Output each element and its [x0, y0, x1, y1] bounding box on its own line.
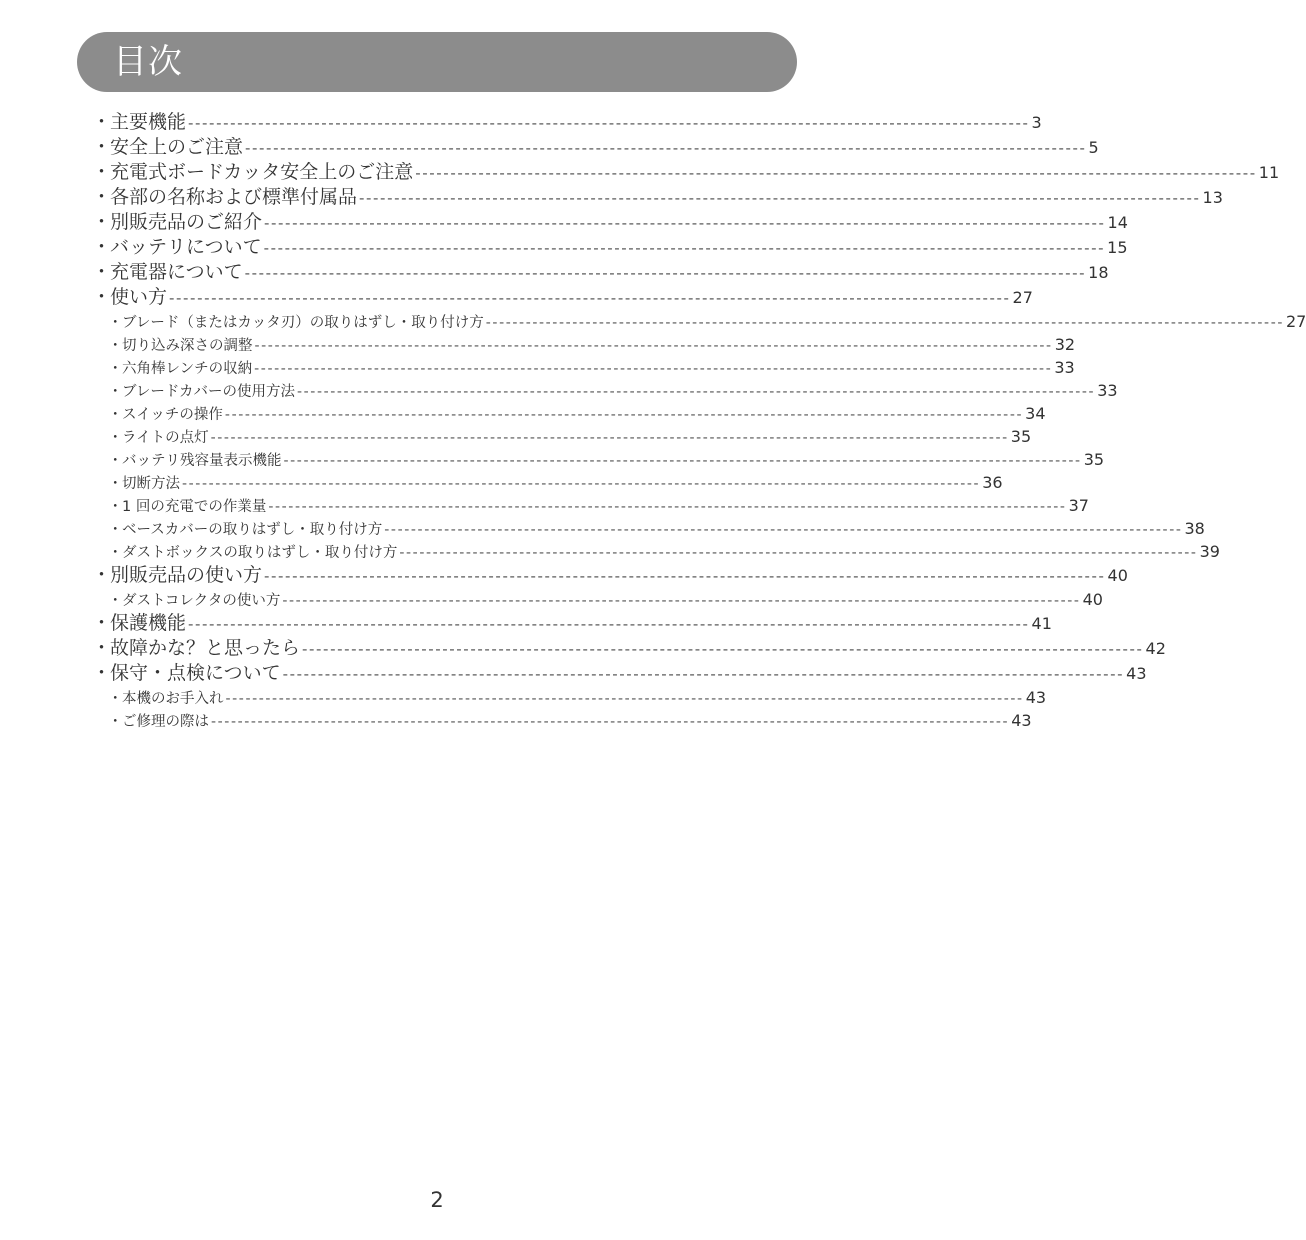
toc-entry-page: 13: [1202, 188, 1223, 207]
toc-entry-label: 1 回の充電での作業量: [122, 499, 267, 515]
bullet-icon: ・: [108, 430, 123, 446]
toc-entry-label: 切り込み深さの調整: [122, 338, 253, 354]
toc-entry-label: 充電器について: [110, 261, 243, 283]
bullet-icon: ・: [92, 236, 112, 258]
bullet-icon: ・: [108, 691, 123, 707]
toc-subentry[interactable]: [92, 448, 1105, 471]
bullet-icon: ・: [92, 161, 112, 183]
toc-entry-page: 36: [982, 473, 1003, 492]
dotted-leader: ------------------------------------------------------------------------------------------------------------------------: [245, 139, 1087, 157]
toc-entry-page: 11: [1258, 163, 1280, 182]
toc-entry-label: 保護機能: [110, 612, 187, 634]
page-title: 目次: [113, 42, 183, 82]
toc-entry-label: 六角棒レンチの収納: [122, 361, 253, 377]
toc-entry-page: 27: [1012, 288, 1033, 307]
toc-subentry[interactable]: [92, 379, 1118, 402]
bullet-icon: ・: [108, 545, 123, 561]
bullet-icon: ・: [92, 564, 112, 586]
bullet-icon: ・: [108, 361, 123, 377]
toc-entry-label: 充電式ボードカッタ安全上のご注意: [110, 161, 414, 183]
toc-entry[interactable]: [92, 110, 1042, 135]
bullet-icon: ・: [108, 338, 123, 354]
bullet-icon: ・: [92, 261, 112, 283]
toc-entry-label: ブレードカバーの使用方法: [122, 384, 295, 400]
toc-entry-label: 切断方法: [122, 476, 180, 492]
bullet-icon: ・: [92, 186, 112, 208]
toc-entry-label: ライトの点灯: [122, 430, 209, 446]
dotted-leader: ------------------------------------------------------------------------------------------------------------------------: [182, 476, 981, 492]
toc-entry-label: 本機のお手入れ: [122, 691, 224, 707]
toc-entry-label: 主要機能: [110, 111, 187, 133]
toc-entry-page: 15: [1107, 238, 1128, 257]
toc-entry[interactable]: [92, 611, 1052, 636]
toc-entry-page: 3: [1031, 113, 1042, 132]
toc-entry-page: 35: [1010, 427, 1032, 446]
dotted-leader: ------------------------------------------------------------------------------------------------------------------------: [359, 189, 1201, 207]
dotted-leader: ------------------------------------------------------------------------------------------------------------------------: [485, 315, 1284, 331]
toc-entry-label: ダストボックスの取りはずし・取り付け方: [122, 545, 398, 561]
toc-subentry[interactable]: [92, 517, 1205, 540]
dotted-leader: ------------------------------------------------------------------------------------------------------------------------: [264, 567, 1106, 585]
page-number: 2: [430, 1188, 444, 1212]
header-bar: [77, 32, 797, 92]
toc-entry-page: 35: [1083, 450, 1105, 469]
toc-entry-label: 別販売品の使い方: [110, 564, 263, 586]
dotted-leader: ------------------------------------------------------------------------------------------------------------------------: [283, 453, 1082, 469]
toc-entry-label: バッテリについて: [110, 236, 262, 258]
toc-entry-label: ベースカバーの取りはずし・取り付け方: [122, 522, 383, 538]
bullet-icon: ・: [108, 714, 123, 730]
toc-entry-label: バッテリ残容量表示機能: [122, 453, 282, 469]
dotted-leader: ------------------------------------------------------------------------------------------------------------------------: [225, 691, 1024, 707]
toc-entry-page: 40: [1107, 566, 1128, 585]
dotted-leader: ------------------------------------------------------------------------------------------------------------------------: [282, 665, 1125, 683]
bullet-icon: ・: [108, 476, 123, 492]
toc-entry-label: 使い方: [110, 286, 168, 308]
toc-entry[interactable]: [92, 185, 1223, 210]
dotted-leader: ------------------------------------------------------------------------------------------------------------------------: [188, 615, 1030, 633]
table-of-contents: [92, 110, 1306, 732]
toc-subentry[interactable]: [92, 402, 1046, 425]
dotted-leader: ------------------------------------------------------------------------------------------------------------------------: [264, 214, 1106, 232]
toc-entry-label: 保守・点検について: [110, 662, 281, 684]
bullet-icon: ・: [108, 315, 123, 331]
bullet-icon: ・: [108, 407, 123, 423]
toc-entry-label: ダストコレクタの使い方: [122, 593, 281, 609]
toc-entry-page: 43: [1011, 711, 1032, 730]
toc-entry-page: 41: [1031, 614, 1052, 633]
toc-entry-page: 39: [1199, 542, 1220, 561]
dotted-leader: ------------------------------------------------------------------------------------------------------------------------: [211, 714, 1010, 730]
dotted-leader: ------------------------------------------------------------------------------------------------------------------------: [302, 640, 1144, 658]
bullet-icon: ・: [108, 384, 123, 400]
toc-entry[interactable]: [92, 235, 1128, 260]
toc-entry[interactable]: [92, 661, 1147, 686]
bullet-icon: ・: [92, 136, 112, 158]
dotted-leader: ------------------------------------------------------------------------------------------------------------------------: [399, 545, 1198, 561]
bullet-icon: ・: [92, 612, 112, 634]
bullet-icon: ・: [108, 499, 123, 515]
toc-entry-page: 43: [1025, 688, 1047, 707]
toc-entry-page: 33: [1097, 381, 1118, 400]
toc-entry[interactable]: [92, 285, 1033, 310]
toc-entry-page: 27: [1286, 312, 1306, 331]
toc-entry[interactable]: [92, 636, 1166, 661]
toc-entry[interactable]: [92, 260, 1109, 285]
toc-entry[interactable]: [92, 160, 1280, 185]
bullet-icon: ・: [92, 286, 112, 308]
toc-entry-label: スイッチの操作: [122, 407, 223, 423]
dotted-leader: ------------------------------------------------------------------------------------------------------------------------: [188, 114, 1030, 132]
toc-subentry[interactable]: [92, 686, 1047, 709]
toc-entry-label: 安全上のご注意: [110, 136, 244, 158]
dotted-leader: ------------------------------------------------------------------------------------------------------------------------: [296, 384, 1096, 400]
dotted-leader: ------------------------------------------------------------------------------------------------------------------------: [224, 407, 1024, 423]
toc-entry[interactable]: [92, 210, 1128, 235]
toc-entry-label: 各部の名称および標準付属品: [110, 186, 358, 208]
dotted-leader: ------------------------------------------------------------------------------------------------------------------------: [210, 430, 1009, 446]
toc-entry-page: 38: [1184, 519, 1205, 538]
toc-entry-page: 42: [1145, 639, 1166, 658]
toc-entry-page: 32: [1054, 335, 1076, 354]
toc-entry-page: 33: [1054, 358, 1075, 377]
toc-entry[interactable]: [92, 563, 1128, 588]
dotted-leader: ------------------------------------------------------------------------------------------------------------------------: [268, 499, 1067, 515]
bullet-icon: ・: [92, 662, 112, 684]
toc-entry-label: 故障かな？と思ったら: [110, 637, 301, 659]
dotted-leader: ------------------------------------------------------------------------------------------------------------------------: [169, 289, 1011, 307]
dotted-leader: ------------------------------------------------------------------------------------------------------------------------: [254, 338, 1053, 354]
bullet-icon: ・: [108, 453, 123, 469]
bullet-icon: ・: [108, 522, 123, 538]
toc-entry-page: 34: [1025, 404, 1046, 423]
bullet-icon: ・: [92, 211, 112, 233]
toc-entry[interactable]: [92, 135, 1099, 160]
toc-entry-label: ご修理の際は: [122, 714, 209, 730]
dotted-leader: ------------------------------------------------------------------------------------------------------------------------: [254, 361, 1053, 377]
bullet-icon: ・: [108, 593, 123, 609]
toc-entry-page: 5: [1088, 138, 1099, 157]
toc-subentry[interactable]: [92, 588, 1103, 611]
toc-entry-page: 43: [1126, 664, 1147, 683]
toc-entry-page: 14: [1107, 213, 1128, 232]
dotted-leader: ------------------------------------------------------------------------------------------------------------------------: [415, 164, 1257, 182]
bullet-icon: ・: [92, 111, 112, 133]
toc-entry-page: 40: [1082, 590, 1103, 609]
toc-subentry[interactable]: [92, 333, 1076, 356]
toc-subentry[interactable]: [92, 356, 1075, 379]
dotted-leader: ------------------------------------------------------------------------------------------------------------------------: [263, 239, 1106, 257]
toc-subentry[interactable]: [92, 494, 1089, 517]
bullet-icon: ・: [92, 637, 112, 659]
dotted-leader: ------------------------------------------------------------------------------------------------------------------------: [282, 593, 1081, 609]
toc-subentry[interactable]: [92, 425, 1032, 448]
toc-subentry[interactable]: [92, 540, 1220, 563]
toc-entry-label: 別販売品のご紹介: [110, 211, 263, 233]
toc-entry-page: 18: [1088, 263, 1109, 282]
dotted-leader: ------------------------------------------------------------------------------------------------------------------------: [244, 264, 1087, 282]
dotted-leader: ------------------------------------------------------------------------------------------------------------------------: [384, 522, 1183, 538]
toc-subentry[interactable]: [92, 709, 1032, 732]
toc-entry-label: ブレード（またはカッタ刃）の取りはずし・取り付け方: [122, 315, 484, 331]
toc-subentry[interactable]: [92, 471, 1003, 494]
toc-subentry[interactable]: [92, 310, 1306, 333]
toc-entry-page: 37: [1068, 496, 1089, 515]
